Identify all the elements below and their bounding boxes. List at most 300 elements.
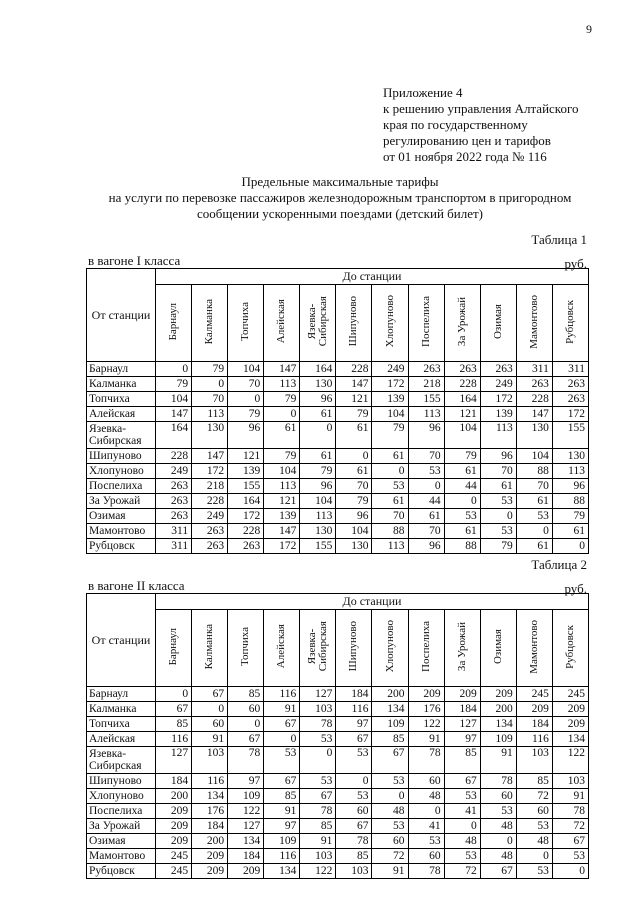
tariff-cell: 130 — [336, 539, 372, 554]
tariff-cell: 0 — [516, 524, 552, 539]
tariff-cell: 0 — [156, 687, 192, 702]
tariff-cell: 103 — [300, 702, 336, 717]
tariff-cell: 263 — [156, 494, 192, 509]
tariff-cell: 176 — [192, 804, 228, 819]
tariff-cell: 249 — [192, 509, 228, 524]
tariff-cell: 67 — [228, 732, 264, 747]
tariff-cell: 41 — [444, 804, 480, 819]
tariff-cell: 113 — [372, 539, 408, 554]
tariff-cell: 147 — [516, 407, 552, 422]
row-station-name: Алейская — [87, 407, 156, 422]
tariff-cell: 263 — [192, 539, 228, 554]
table-row — [87, 774, 589, 789]
table-row — [87, 494, 589, 509]
tariff-cell: 85 — [336, 849, 372, 864]
tariff-cell: 60 — [336, 804, 372, 819]
tariff-cell: 91 — [480, 747, 516, 774]
column-station-label: За Урожай — [455, 296, 468, 347]
column-station-header — [192, 285, 228, 362]
tariff-cell: 113 — [480, 422, 516, 449]
tariff-cell: 88 — [372, 524, 408, 539]
tariff-cell: 61 — [552, 524, 588, 539]
tariff-cell: 53 — [444, 849, 480, 864]
tariff-cell: 60 — [408, 849, 444, 864]
tariff-table-1 — [86, 268, 589, 554]
tariff-cell: 53 — [480, 494, 516, 509]
row-station-name: Топчиха — [87, 392, 156, 407]
tariff-cell: 91 — [300, 834, 336, 849]
tariff-cell: 53 — [300, 732, 336, 747]
title-line: на услуги по перевозке пассажиров железнодорожным транспортом в пригородном — [108, 190, 572, 205]
tariff-cell: 184 — [156, 774, 192, 789]
class-label: в вагоне II класса — [88, 578, 185, 593]
column-station-label: Шипуново — [347, 621, 360, 672]
tariff-cell: 97 — [228, 774, 264, 789]
tariff-cell: 70 — [372, 509, 408, 524]
table-row — [87, 449, 589, 464]
tariff-cell: 0 — [444, 819, 480, 834]
row-station-name: Рубцовск — [87, 864, 156, 879]
tariff-cell: 263 — [408, 362, 444, 377]
tariff-cell: 263 — [228, 539, 264, 554]
tariff-cell: 249 — [156, 464, 192, 479]
tariff-cell: 53 — [516, 864, 552, 879]
tariff-cell: 176 — [408, 702, 444, 717]
column-station-label: Хлопуново — [383, 295, 396, 348]
tariff-cell: 70 — [516, 479, 552, 494]
tariff-cell: 61 — [516, 494, 552, 509]
row-station-name: За Урожай — [87, 494, 156, 509]
tariff-cell: 103 — [516, 747, 552, 774]
tariff-cell: 85 — [444, 747, 480, 774]
tariff-cell: 70 — [480, 464, 516, 479]
tariff-cell: 245 — [552, 687, 588, 702]
tariff-cell: 60 — [372, 834, 408, 849]
tariff-cell: 53 — [372, 479, 408, 494]
tariff-cell: 263 — [480, 362, 516, 377]
tariff-cell: 139 — [264, 509, 300, 524]
table-row — [87, 702, 589, 717]
tariff-cell: 172 — [372, 377, 408, 392]
tariff-cell: 109 — [228, 789, 264, 804]
row-station-name: Мамонтово — [87, 849, 156, 864]
tariff-cell: 79 — [480, 539, 516, 554]
tariff-cell: 0 — [300, 422, 336, 449]
table-row — [87, 864, 589, 879]
column-station-header — [516, 285, 552, 362]
tariff-cell: 147 — [336, 377, 372, 392]
column-station-header — [552, 285, 588, 362]
tariff-cell: 48 — [408, 789, 444, 804]
tariff-cell: 172 — [192, 464, 228, 479]
tariff-cell: 97 — [444, 732, 480, 747]
tariff-cell: 53 — [552, 849, 588, 864]
column-station-header — [372, 610, 408, 687]
column-station-header — [444, 285, 480, 362]
tariff-cell: 116 — [192, 774, 228, 789]
tariff-cell: 104 — [516, 449, 552, 464]
document-title — [80, 174, 600, 222]
column-station-header — [228, 285, 264, 362]
tariff-cell: 53 — [300, 774, 336, 789]
column-station-header — [336, 285, 372, 362]
column-station-label: Алейская — [275, 299, 288, 344]
appendix-line: регулированию цен и тарифов — [383, 133, 551, 148]
row-station-name: Алейская — [87, 732, 156, 747]
tariff-cell: 61 — [300, 407, 336, 422]
column-station-header — [480, 610, 516, 687]
appendix-line: от 01 ноября 2022 года № 116 — [383, 149, 547, 164]
tariff-cell: 96 — [408, 422, 444, 449]
appendix-line: к решению управления Алтайского — [383, 101, 579, 116]
tariff-cell: 164 — [444, 392, 480, 407]
tariff-cell: 53 — [516, 509, 552, 524]
tariff-cell: 122 — [228, 804, 264, 819]
tariff-cell: 184 — [336, 687, 372, 702]
tariff-cell: 78 — [336, 834, 372, 849]
tariff-cell: 67 — [156, 702, 192, 717]
tariff-cell: 70 — [228, 377, 264, 392]
tariff-cell: 311 — [516, 362, 552, 377]
column-station-header — [408, 285, 444, 362]
to-station-header: До станции — [156, 594, 589, 610]
column-station-header — [264, 610, 300, 687]
tariff-cell: 91 — [552, 789, 588, 804]
tariff-cell: 209 — [156, 834, 192, 849]
tariff-cell: 113 — [408, 407, 444, 422]
table-row — [87, 407, 589, 422]
tariff-cell: 48 — [480, 849, 516, 864]
tariff-cell: 263 — [444, 362, 480, 377]
tariff-cell: 60 — [480, 789, 516, 804]
tariff-cell: 78 — [300, 804, 336, 819]
tariff-cell: 116 — [156, 732, 192, 747]
row-station-name: За Урожай — [87, 819, 156, 834]
tariff-cell: 67 — [552, 834, 588, 849]
tariff-cell: 121 — [336, 392, 372, 407]
table-row — [87, 789, 589, 804]
row-station-name: Язевка- Сибирская — [87, 422, 156, 449]
table-row — [87, 479, 589, 494]
tariff-cell: 79 — [264, 449, 300, 464]
tariff-cell: 78 — [408, 747, 444, 774]
column-station-label: Алейская — [275, 624, 288, 669]
column-station-label: Мамонтово — [527, 619, 540, 674]
tariff-cell: 209 — [516, 702, 552, 717]
tariff-cell: 155 — [300, 539, 336, 554]
tariff-cell: 0 — [480, 509, 516, 524]
tariff-cell: 184 — [192, 819, 228, 834]
tariff-cell: 127 — [156, 747, 192, 774]
unit-label: руб. — [564, 256, 587, 271]
table-row — [87, 834, 589, 849]
tariff-cell: 184 — [444, 702, 480, 717]
tariff-cell: 311 — [156, 524, 192, 539]
tariff-cell: 172 — [552, 407, 588, 422]
tariff-cell: 91 — [372, 864, 408, 879]
tariff-cell: 91 — [264, 702, 300, 717]
tariff-cell: 228 — [516, 392, 552, 407]
tariff-cell: 228 — [192, 494, 228, 509]
tariff-cell: 79 — [372, 422, 408, 449]
from-station-header: От станции — [87, 594, 156, 687]
tariff-cell: 139 — [228, 464, 264, 479]
column-station-header — [300, 285, 336, 362]
tariff-cell: 147 — [192, 449, 228, 464]
tariff-cell: 67 — [264, 774, 300, 789]
tariff-cell: 0 — [444, 494, 480, 509]
tariff-cell: 72 — [552, 819, 588, 834]
tariff-cell: 209 — [444, 687, 480, 702]
tariff-cell: 263 — [192, 524, 228, 539]
tariff-cell: 121 — [228, 449, 264, 464]
row-station-name: Озимая — [87, 509, 156, 524]
tariff-cell: 147 — [264, 362, 300, 377]
tariff-cell: 85 — [300, 819, 336, 834]
tariff-cell: 147 — [264, 524, 300, 539]
tariff-cell: 96 — [408, 539, 444, 554]
column-station-header — [336, 610, 372, 687]
tariff-cell: 61 — [516, 539, 552, 554]
tariff-cell: 103 — [336, 864, 372, 879]
tariff-cell: 53 — [480, 804, 516, 819]
tariff-cell: 0 — [552, 864, 588, 879]
tariff-cell: 48 — [516, 834, 552, 849]
tariff-cell: 0 — [372, 464, 408, 479]
column-station-label: Топчиха — [239, 302, 252, 341]
tariff-cell: 103 — [552, 774, 588, 789]
column-station-label: Хлопуново — [383, 620, 396, 673]
tariff-cell: 104 — [444, 422, 480, 449]
tariff-cell: 263 — [552, 392, 588, 407]
tariff-cell: 147 — [156, 407, 192, 422]
column-station-label: За Урожай — [455, 621, 468, 672]
row-station-name: Озимая — [87, 834, 156, 849]
tariff-cell: 61 — [264, 422, 300, 449]
tariff-cell: 245 — [516, 687, 552, 702]
tariff-cell: 61 — [372, 494, 408, 509]
tariff-cell: 113 — [300, 509, 336, 524]
tariff-cell: 311 — [156, 539, 192, 554]
title-line: сообщении ускоренными поездами (детский билет) — [197, 206, 483, 221]
tariff-cell: 0 — [192, 377, 228, 392]
table-row — [87, 819, 589, 834]
tariff-cell: 79 — [444, 449, 480, 464]
row-station-name: Шипуново — [87, 449, 156, 464]
tariff-cell: 0 — [264, 407, 300, 422]
tariff-cell: 263 — [552, 377, 588, 392]
tariff-cell: 61 — [444, 524, 480, 539]
tariff-cell: 103 — [192, 747, 228, 774]
table-row — [87, 747, 589, 774]
tariff-cell: 134 — [228, 834, 264, 849]
tariff-cell: 113 — [264, 479, 300, 494]
column-station-label: Поспелиха — [419, 621, 432, 672]
table-row — [87, 377, 589, 392]
tariff-cell: 104 — [300, 494, 336, 509]
tariff-cell: 104 — [336, 524, 372, 539]
tariff-cell: 116 — [264, 849, 300, 864]
from-station-header: От станции — [87, 269, 156, 362]
tariff-cell: 67 — [192, 687, 228, 702]
row-station-name: Шипуново — [87, 774, 156, 789]
column-station-label: Озимая — [491, 628, 504, 664]
tariff-cell: 97 — [336, 717, 372, 732]
tariff-cell: 0 — [228, 392, 264, 407]
tariff-cell: 116 — [264, 687, 300, 702]
row-station-name: Топчиха — [87, 717, 156, 732]
tariff-cell: 53 — [444, 509, 480, 524]
tariff-cell: 127 — [300, 687, 336, 702]
table-row — [87, 717, 589, 732]
tariff-cell: 0 — [408, 804, 444, 819]
tariff-cell: 200 — [480, 702, 516, 717]
tariff-cell: 79 — [192, 362, 228, 377]
tariff-cell: 228 — [156, 449, 192, 464]
tariff-cell: 53 — [480, 524, 516, 539]
tariff-cell: 184 — [516, 717, 552, 732]
tariff-cell: 134 — [192, 789, 228, 804]
tariff-cell: 96 — [300, 392, 336, 407]
tariff-cell: 200 — [372, 687, 408, 702]
tariff-cell: 155 — [552, 422, 588, 449]
tariff-cell: 61 — [336, 422, 372, 449]
column-station-label: Калманка — [203, 623, 216, 670]
tariff-cell: 61 — [300, 449, 336, 464]
tariff-cell: 0 — [264, 732, 300, 747]
tariff-cell: 130 — [300, 377, 336, 392]
tariff-cell: 79 — [336, 407, 372, 422]
tariff-cell: 0 — [408, 479, 444, 494]
tariff-cell: 91 — [192, 732, 228, 747]
tariff-cell: 85 — [516, 774, 552, 789]
tariff-cell: 0 — [372, 789, 408, 804]
tariff-cell: 72 — [372, 849, 408, 864]
table-row — [87, 422, 589, 449]
tariff-cell: 116 — [516, 732, 552, 747]
tariff-cell: 53 — [372, 774, 408, 789]
tariff-cell: 0 — [228, 717, 264, 732]
row-station-name: Поспелиха — [87, 479, 156, 494]
tariff-cell: 48 — [444, 834, 480, 849]
tariff-cell: 48 — [480, 819, 516, 834]
tariff-cell: 53 — [264, 747, 300, 774]
tariff-cell: 96 — [300, 479, 336, 494]
tariff-cell: 121 — [264, 494, 300, 509]
column-station-header — [264, 285, 300, 362]
tariff-cell: 130 — [192, 422, 228, 449]
tariff-cell: 245 — [156, 849, 192, 864]
tariff-cell: 85 — [264, 789, 300, 804]
column-station-header — [516, 610, 552, 687]
tariff-cell: 67 — [480, 864, 516, 879]
appendix-line: края по государственному — [383, 117, 528, 132]
tariff-cell: 53 — [408, 834, 444, 849]
tariff-cell: 122 — [408, 717, 444, 732]
tariff-cell: 88 — [552, 494, 588, 509]
column-station-label: Поспелиха — [419, 296, 432, 347]
tariff-cell: 96 — [480, 449, 516, 464]
tariff-cell: 130 — [552, 449, 588, 464]
tariff-cell: 0 — [192, 702, 228, 717]
tariff-cell: 53 — [444, 789, 480, 804]
tariff-cell: 48 — [372, 804, 408, 819]
tariff-cell: 0 — [300, 747, 336, 774]
column-station-label: Мамонтово — [527, 294, 540, 349]
tariff-cell: 209 — [156, 819, 192, 834]
tariff-cell: 113 — [192, 407, 228, 422]
tariff-cell: 164 — [300, 362, 336, 377]
tariff-cell: 79 — [228, 407, 264, 422]
tariff-cell: 263 — [516, 377, 552, 392]
tariff-cell: 172 — [228, 509, 264, 524]
tariff-cell: 155 — [408, 392, 444, 407]
tariff-cell: 103 — [300, 849, 336, 864]
column-station-header — [192, 610, 228, 687]
tariff-cell: 311 — [552, 362, 588, 377]
tariff-cell: 209 — [156, 804, 192, 819]
table-row — [87, 732, 589, 747]
row-station-name: Рубцовск — [87, 539, 156, 554]
table-number: Таблица 2 — [531, 557, 587, 572]
tariff-cell: 78 — [408, 864, 444, 879]
tariff-cell: 61 — [480, 479, 516, 494]
tariff-cell: 70 — [408, 524, 444, 539]
tariff-cell: 172 — [264, 539, 300, 554]
tariff-cell: 79 — [300, 464, 336, 479]
row-station-name: Поспелиха — [87, 804, 156, 819]
title-line: Предельные максимальные тарифы — [241, 174, 439, 189]
column-station-label: Барнаул — [167, 302, 180, 341]
tariff-cell: 61 — [372, 449, 408, 464]
tariff-cell: 209 — [228, 864, 264, 879]
column-station-label: Озимая — [491, 303, 504, 339]
tariff-cell: 60 — [516, 804, 552, 819]
column-station-header — [372, 285, 408, 362]
column-station-header — [552, 610, 588, 687]
tariff-cell: 228 — [228, 524, 264, 539]
table-row — [87, 362, 589, 377]
tariff-cell: 78 — [228, 747, 264, 774]
tariff-cell: 127 — [228, 819, 264, 834]
tariff-cell: 130 — [300, 524, 336, 539]
tariff-cell: 122 — [552, 747, 588, 774]
unit-label: руб. — [564, 581, 587, 596]
tariff-cell: 88 — [516, 464, 552, 479]
tariff-cell: 122 — [300, 864, 336, 879]
tariff-cell: 67 — [264, 717, 300, 732]
tariff-cell: 0 — [552, 539, 588, 554]
tariff-cell: 67 — [300, 789, 336, 804]
tariff-cell: 0 — [336, 774, 372, 789]
tariff-cell: 134 — [480, 717, 516, 732]
tariff-cell: 109 — [264, 834, 300, 849]
tariff-cell: 209 — [192, 849, 228, 864]
tariff-cell: 96 — [336, 509, 372, 524]
tariff-cell: 44 — [408, 494, 444, 509]
column-station-header — [156, 610, 192, 687]
tariff-cell: 41 — [408, 819, 444, 834]
tariff-cell: 53 — [516, 819, 552, 834]
tariff-cell: 79 — [336, 494, 372, 509]
tariff-cell: 109 — [372, 717, 408, 732]
table-row — [87, 464, 589, 479]
tariff-cell: 96 — [552, 479, 588, 494]
tariff-cell: 104 — [156, 392, 192, 407]
tariff-cell: 53 — [336, 789, 372, 804]
table-row — [87, 539, 589, 554]
row-station-name: Хлопуново — [87, 789, 156, 804]
